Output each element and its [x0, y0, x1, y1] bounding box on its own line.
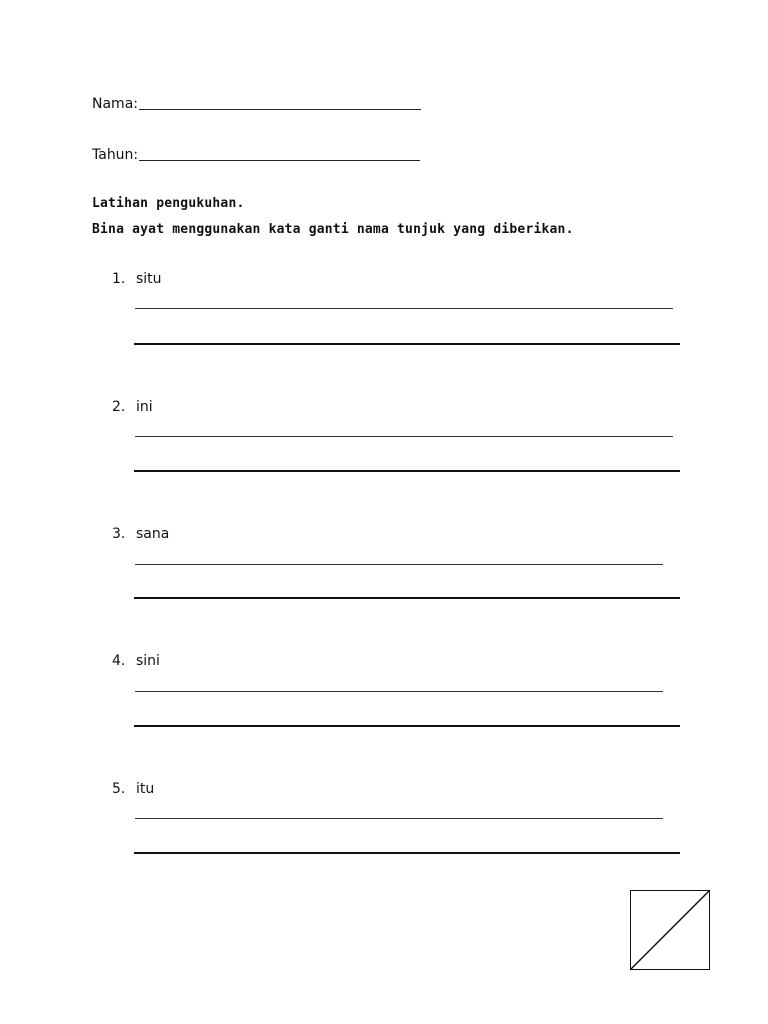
- name-field[interactable]: [92, 96, 421, 112]
- answer-line[interactable]: [135, 818, 663, 819]
- answer-line[interactable]: [134, 597, 680, 599]
- question-number: 5.: [112, 781, 126, 797]
- question-number: 4.: [112, 653, 126, 669]
- answer-line[interactable]: [134, 470, 680, 472]
- exercise-instruction: Bina ayat menggunakan kata ganti nama tunjuk yang diberikan.: [92, 222, 574, 237]
- year-blank-line[interactable]: [139, 160, 420, 161]
- name-blank-line[interactable]: [139, 109, 421, 110]
- answer-line[interactable]: [134, 852, 680, 854]
- year-field[interactable]: [92, 147, 420, 163]
- question-word: itu: [136, 781, 155, 797]
- question-word: ini: [136, 399, 153, 415]
- question-number: 2.: [112, 399, 126, 415]
- question-word: situ: [136, 271, 162, 287]
- question-word: sana: [136, 526, 170, 542]
- answer-line[interactable]: [134, 343, 680, 345]
- score-box-diagonal: [631, 891, 709, 969]
- score-box: [630, 890, 710, 970]
- name-label: Nama:: [92, 96, 138, 112]
- exercise-title: Latihan pengukuhan.: [92, 196, 245, 211]
- answer-line[interactable]: [135, 564, 663, 565]
- answer-line[interactable]: [134, 725, 680, 727]
- question-word: sini: [136, 653, 160, 669]
- answer-line[interactable]: [135, 308, 673, 309]
- answer-line[interactable]: [135, 691, 663, 692]
- answer-line[interactable]: [135, 436, 673, 437]
- question-number: 1.: [112, 271, 126, 287]
- question-number: 3.: [112, 526, 126, 542]
- year-label: Tahun:: [92, 147, 139, 163]
